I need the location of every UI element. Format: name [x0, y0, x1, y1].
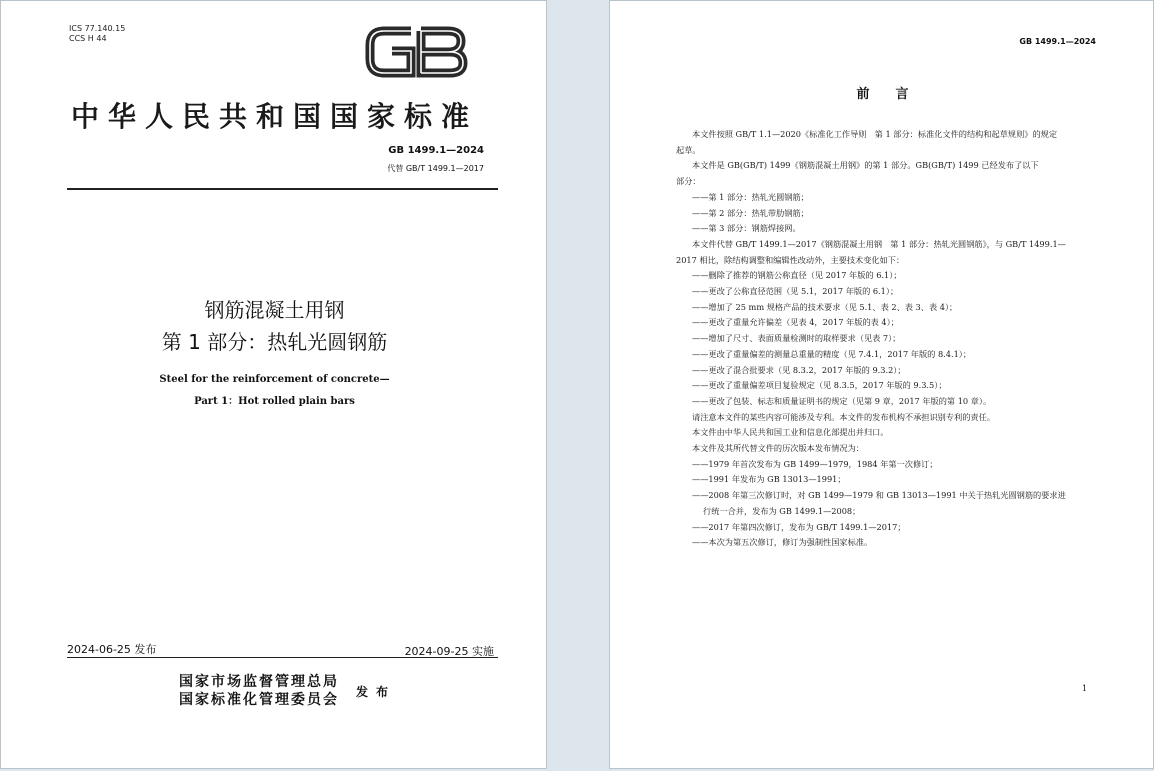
foreword-line: 请注意本文件的某些内容可能涉及专利。本文件的发布机构不承担识别专利的责任。: [692, 411, 995, 422]
issuer-line1: 国家市场监督管理总局: [179, 674, 339, 690]
foreword-line: ——更改了重量偏差项目复验规定（见 8.3.5，2017 年版的 9.3.5）；: [692, 380, 947, 391]
foreword-line: ——第 3 部分：钢筋焊接网。: [692, 223, 801, 234]
foreword-line: ——删除了推荐的钢筋公称直径（见 2017 年版的 6.1）；: [692, 270, 902, 281]
foreword-title: 前言: [856, 87, 935, 102]
standard-name: 中华人民共和国国家标准: [70, 100, 478, 133]
implement-date: 2024-09-25 实施: [404, 645, 494, 658]
foreword-line: ——2017 年第四次修订，发布为 GB/T 1499.1—2017；: [692, 521, 906, 532]
issuer-line2: 国家标准化管理委员会: [179, 692, 339, 708]
foreword-line: ——增加了 25 mm 规格产品的技术要求（见 5.1、表 2、表 3、表 4）；: [692, 301, 958, 312]
foreword-line: ——1979 年首次发布为 GB 1499—1979，1984 年第一次修订；: [692, 458, 938, 469]
title-cn-line1: 钢筋混凝土用钢: [204, 298, 345, 322]
publish-date: 2024-06-25 发布: [67, 643, 157, 656]
page-number: 1: [1082, 684, 1088, 693]
header-code: GB 1499.1—2024: [1019, 37, 1096, 46]
foreword-line: ——更改了公称直径范围（见 5.1，2017 年版的 6.1）；: [692, 286, 899, 297]
foreword-line: ——1991 年发布为 GB 13013—1991；: [692, 474, 846, 485]
foreword-line: ——第 1 部分：热轧光圆钢筋；: [692, 191, 809, 202]
foreword-line: ——更改了重量偏差的测量总重量的精度（见 7.4.1，2017 年版的 8.4.1）；: [692, 348, 972, 359]
foreword-line: 2017 相比，除结构调整和编辑性改动外，主要技术变化如下：: [676, 254, 905, 265]
title-cn-line2: 第 1 部分：热轧光圆钢筋: [161, 330, 388, 354]
foreword-line: ——增加了尺寸、表面质量检测时的取样要求（见表 7）；: [692, 333, 901, 344]
title-en-line1: Steel for the reinforcement of concrete—: [159, 374, 390, 385]
foreword-line: 本文件及其所代替文件的历次版本发布情况为：: [692, 443, 864, 454]
foreword-line: 本文件由中华人民共和国工业和信息化部提出并归口。: [692, 427, 889, 438]
replaces-note: 代替 GB/T 1499.1—2017: [387, 164, 484, 173]
foreword-line: ——本次为第五次修订，修订为强制性国家标准。: [692, 537, 873, 548]
bottom-divider: [67, 657, 498, 658]
foreword-line: 行统一合并，发布为 GB 1499.1—2008；: [703, 505, 861, 516]
foreword-line: 起草。: [676, 144, 701, 155]
foreword-page: [609, 0, 1154, 769]
ccs-code: CCS H 44: [69, 34, 107, 43]
foreword-line: ——更改了混合批要求（见 8.3.2，2017 年版的 9.3.2）；: [692, 364, 906, 375]
foreword-line: ——第 2 部分：热轧带肋钢筋；: [692, 207, 809, 218]
foreword-line: ——2008 年第三次修订时，对 GB 1499—1979 和 GB 13013—1991 中关于热轧光圆钢筋的要求进: [692, 490, 1066, 501]
issue-word: 发布: [356, 685, 397, 699]
foreword-line: ——更改了包装、标志和质量证明书的规定（见第 9 章，2017 年版的第 10 章）。: [692, 395, 992, 406]
foreword-line: ——更改了重量允许偏差（见表 4，2017 年版的表 4）；: [692, 317, 899, 328]
title-en-line2: Part 1：Hot rolled plain bars: [194, 396, 355, 407]
standard-code: GB 1499.1—2024: [388, 145, 484, 156]
foreword-line: 部分：: [676, 176, 701, 187]
ics-code: ICS 77.140.15: [69, 24, 126, 33]
classification-codes: [69, 24, 125, 44]
top-divider: [67, 188, 498, 190]
gb-logo-icon: [364, 23, 468, 81]
foreword-body: [676, 127, 1108, 551]
cover-page: [0, 0, 547, 769]
foreword-line: 本文件按照 GB/T 1.1—2020《标准化工作导则 第 1 部分：标准化文件的结构和起草规则》的规定: [692, 129, 1058, 139]
foreword-line: 本文件是 GB(GB/T) 1499《钢筋混凝土用钢》的第 1 部分。GB(GB/T) 1499 已经发布了以下: [692, 160, 1039, 171]
foreword-line: 本文件代替 GB/T 1499.1—2017《钢筋混凝土用钢 第 1 部分：热轧光圆钢筋》，与 GB/T 1499.1—: [692, 238, 1066, 249]
